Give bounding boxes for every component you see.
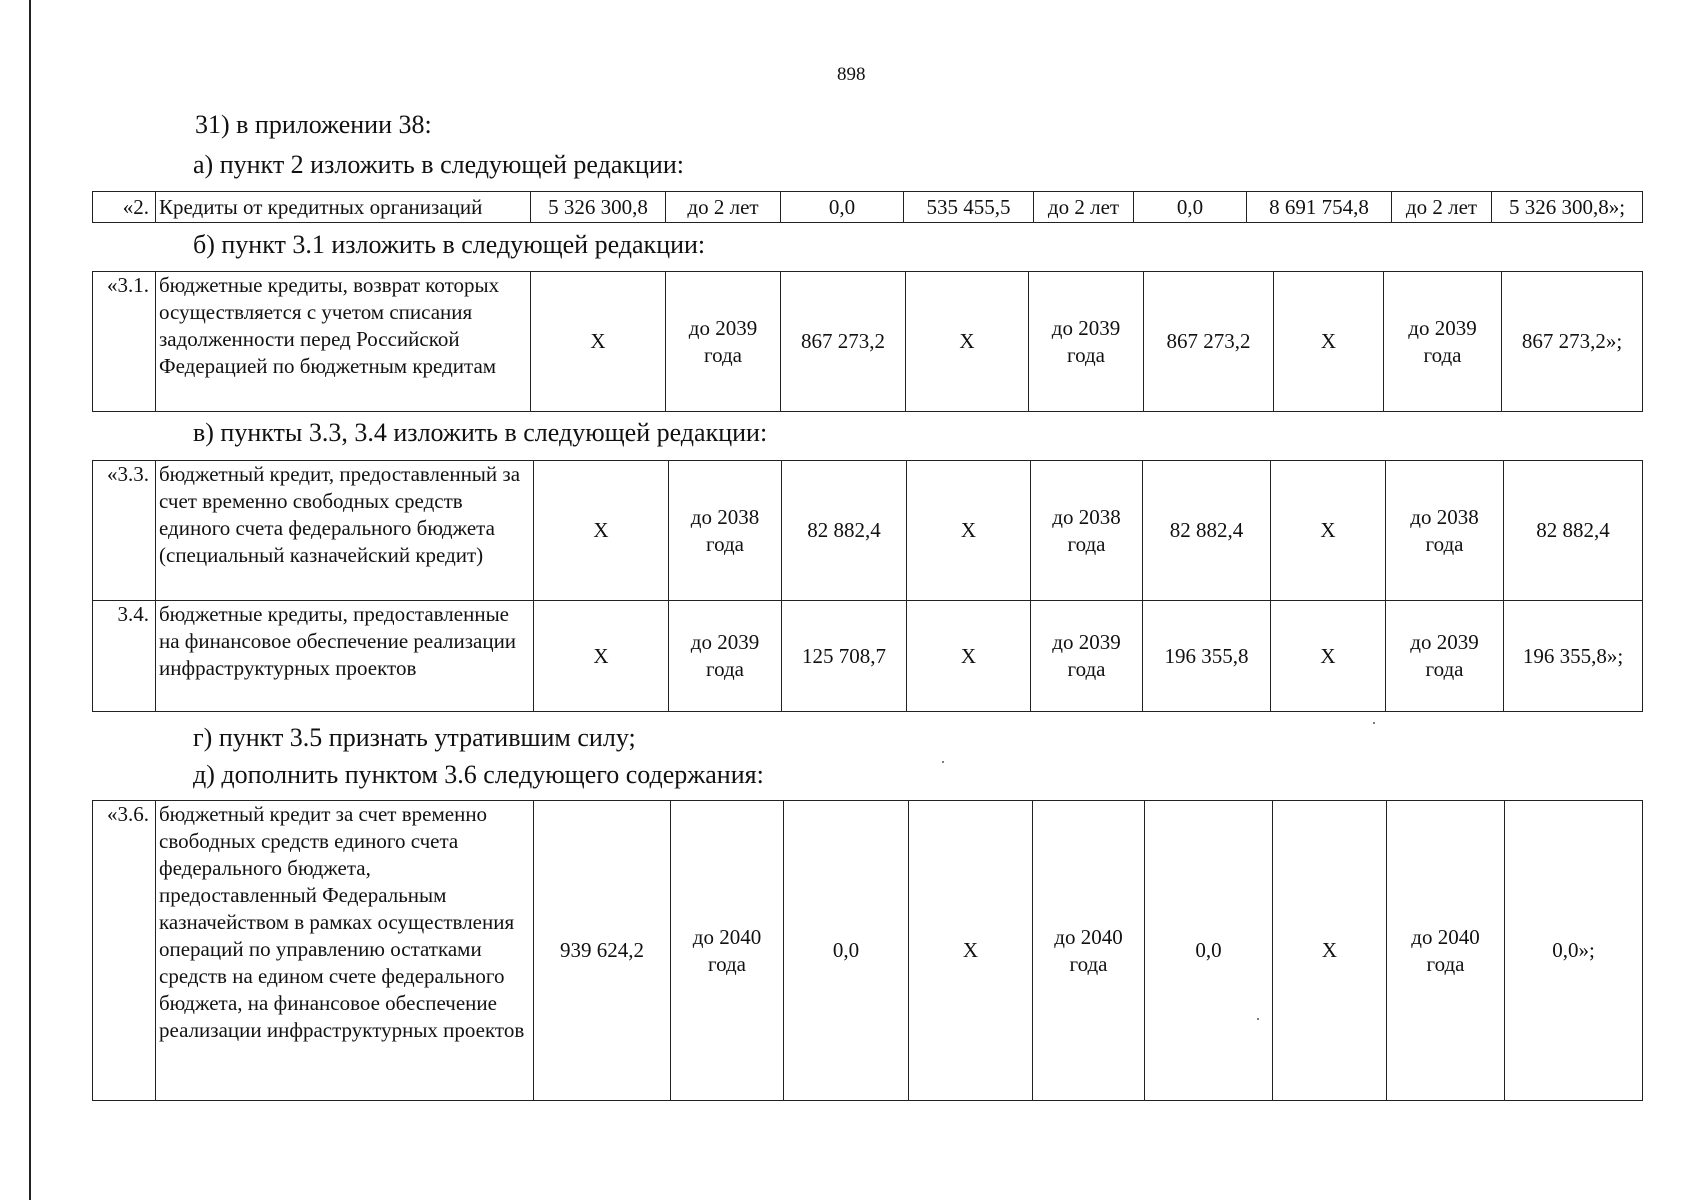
binding-margin-line: [29, 0, 31, 1200]
cell-value: 8 691 754,8: [1247, 192, 1392, 223]
section-heading: 31) в приложении 38:: [195, 110, 432, 139]
cell-value: Х: [531, 272, 666, 412]
instruction-g: г) пункт 3.5 признать утратившим силу;: [193, 723, 636, 752]
item-number: «3.3.: [93, 461, 156, 601]
cell-value: 0,0: [1134, 192, 1247, 223]
cell-term: до 2039 года: [1031, 601, 1143, 712]
cell-term: до 2039 года: [1029, 272, 1144, 412]
page-number: 898: [837, 64, 866, 85]
cell-value: 196 355,8: [1143, 601, 1271, 712]
cell-term: до 2 лет: [1392, 192, 1492, 223]
cell-value: Х: [1271, 601, 1386, 712]
table-row: [93, 272, 1643, 412]
cell-value: 82 882,4: [1504, 461, 1643, 601]
item-description: бюджетные кредиты, возврат которых осуществляется с учетом списания задолженности перед Российской Федерацией по бюджетным кредитам: [156, 272, 531, 412]
table-row: [93, 461, 1643, 601]
cell-value: 82 882,4: [1143, 461, 1271, 601]
cell-value: Х: [534, 461, 669, 601]
cell-value: Х: [1273, 801, 1387, 1101]
instruction-v: в) пункты 3.3, 3.4 изложить в следующей редакции:: [193, 418, 768, 447]
table-row: [93, 192, 1643, 223]
cell-value: 939 624,2: [534, 801, 671, 1101]
cell-value: 867 273,2: [781, 272, 906, 412]
cell-value: 867 273,2»;: [1502, 272, 1643, 412]
cell-term: до 2039 года: [1386, 601, 1504, 712]
cell-value: 0,0: [1145, 801, 1273, 1101]
cell-value: 0,0»;: [1505, 801, 1643, 1101]
cell-term: до 2040 года: [671, 801, 784, 1101]
cell-term: до 2038 года: [669, 461, 782, 601]
cell-value: Х: [909, 801, 1033, 1101]
cell-value: 125 708,7: [782, 601, 907, 712]
item-description: бюджетный кредит, предоставленный за счет временно свободных средств единого счета федерального бюджета (специальный казначейский кредит): [156, 461, 534, 601]
cell-term: до 2 лет: [1034, 192, 1134, 223]
cell-term: до 2038 года: [1386, 461, 1504, 601]
cell-value: Х: [1271, 461, 1386, 601]
scan-speck: [1373, 722, 1375, 724]
scan-speck: [1257, 1018, 1259, 1020]
table-item-2: [92, 191, 1643, 223]
table-item-3-1: [92, 271, 1643, 412]
cell-value: 5 326 300,8»;: [1492, 192, 1643, 223]
item-description: бюджетные кредиты, предоставленные на финансовое обеспечение реализации инфраструктурных проектов: [156, 601, 534, 712]
cell-value: 867 273,2: [1144, 272, 1274, 412]
cell-value: 196 355,8»;: [1504, 601, 1643, 712]
cell-value: 5 326 300,8: [531, 192, 666, 223]
table-items-3-3-3-4: [92, 460, 1643, 712]
cell-value: 0,0: [784, 801, 909, 1101]
cell-value: 0,0: [781, 192, 904, 223]
instruction-b: б) пункт 3.1 изложить в следующей редакции:: [193, 230, 706, 259]
cell-value: Х: [1274, 272, 1384, 412]
cell-term: до 2039 года: [1384, 272, 1502, 412]
cell-term: до 2040 года: [1033, 801, 1145, 1101]
instruction-a: а) пункт 2 изложить в следующей редакции:: [193, 150, 684, 179]
item-description: бюджетный кредит за счет временно свободных средств единого счета федерального бюджета, предоставленный Федеральным казначейством в рамках осуществления операций по управлению остатками средств на едином счете федерального бюджета, на финансовое обеспечение реализации инфраструктурных проектов: [156, 801, 534, 1101]
cell-term: до 2039 года: [669, 601, 782, 712]
table-item-3-6: [92, 800, 1643, 1101]
cell-value: Х: [907, 461, 1031, 601]
cell-value: 535 455,5: [904, 192, 1034, 223]
item-number: «3.1.: [93, 272, 156, 412]
cell-value: Х: [534, 601, 669, 712]
item-number: «2.: [93, 192, 156, 223]
item-description: Кредиты от кредитных организаций: [156, 192, 531, 223]
cell-value: Х: [906, 272, 1029, 412]
instruction-d: д) дополнить пунктом 3.6 следующего содержания:: [193, 760, 764, 789]
cell-term: до 2039 года: [666, 272, 781, 412]
cell-term: до 2 лет: [666, 192, 781, 223]
table-row: [93, 801, 1643, 1101]
cell-value: 82 882,4: [782, 461, 907, 601]
item-number: «3.6.: [93, 801, 156, 1101]
cell-term: до 2040 года: [1387, 801, 1505, 1101]
item-number: 3.4.: [93, 601, 156, 712]
cell-value: Х: [907, 601, 1031, 712]
cell-term: до 2038 года: [1031, 461, 1143, 601]
scan-speck: [942, 761, 944, 763]
table-row: [93, 601, 1643, 712]
